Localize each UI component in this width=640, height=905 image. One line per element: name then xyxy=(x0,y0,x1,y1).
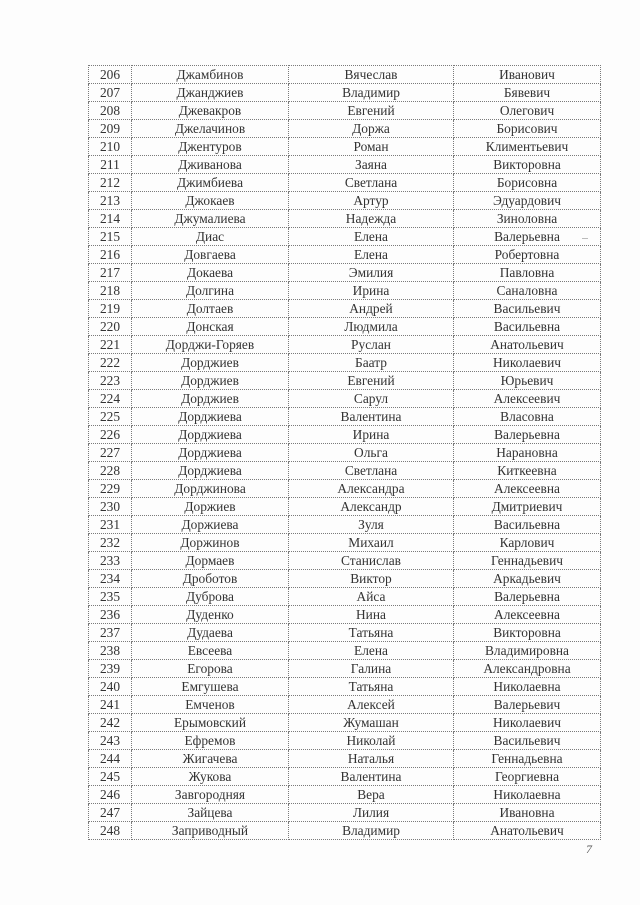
roster-table xyxy=(88,65,601,840)
cell-num: 216 xyxy=(89,246,132,264)
cell-num: 232 xyxy=(89,534,132,552)
cell-given: Татьяна xyxy=(289,678,454,696)
cell-patronymic: Геннадьевна xyxy=(454,750,601,768)
cell-surname: Дормаев xyxy=(132,552,289,570)
cell-patronymic: Валерьевич xyxy=(454,696,601,714)
table-row xyxy=(89,354,601,372)
cell-patronymic: Геннадьевич xyxy=(454,552,601,570)
cell-patronymic: Саналовна xyxy=(454,282,601,300)
cell-num: 224 xyxy=(89,390,132,408)
cell-patronymic: Дмитриевич xyxy=(454,498,601,516)
page-number: 7 xyxy=(586,842,592,856)
cell-surname: Долгина xyxy=(132,282,289,300)
cell-num: 235 xyxy=(89,588,132,606)
cell-given: Лилия xyxy=(289,804,454,822)
cell-patronymic: Алексеевна xyxy=(454,480,601,498)
table-row xyxy=(89,372,601,390)
cell-patronymic: Иванович xyxy=(454,66,601,84)
cell-num: 245 xyxy=(89,768,132,786)
table-row xyxy=(89,768,601,786)
cell-num: 226 xyxy=(89,426,132,444)
table-row xyxy=(89,408,601,426)
table-row xyxy=(89,804,601,822)
table-row xyxy=(89,84,601,102)
cell-given: Михаил xyxy=(289,534,454,552)
cell-num: 233 xyxy=(89,552,132,570)
table-row xyxy=(89,642,601,660)
scan-speck xyxy=(582,238,588,239)
cell-given: Евгений xyxy=(289,372,454,390)
cell-surname: Ефремов xyxy=(132,732,289,750)
cell-num: 238 xyxy=(89,642,132,660)
cell-given: Доржа xyxy=(289,120,454,138)
table-row xyxy=(89,714,601,732)
table-row xyxy=(89,246,601,264)
cell-surname: Донская xyxy=(132,318,289,336)
cell-patronymic: Робертовна xyxy=(454,246,601,264)
cell-patronymic: Киткеевна xyxy=(454,462,601,480)
cell-patronymic: Васильевич xyxy=(454,732,601,750)
cell-surname: Емченов xyxy=(132,696,289,714)
cell-patronymic: Николаевна xyxy=(454,786,601,804)
table-row xyxy=(89,732,601,750)
cell-num: 229 xyxy=(89,480,132,498)
cell-num: 215 xyxy=(89,228,132,246)
cell-patronymic: Александровна xyxy=(454,660,601,678)
cell-num: 243 xyxy=(89,732,132,750)
cell-surname: Дроботов xyxy=(132,570,289,588)
cell-num: 212 xyxy=(89,174,132,192)
cell-given: Айса xyxy=(289,588,454,606)
table-row xyxy=(89,138,601,156)
table-row xyxy=(89,156,601,174)
cell-given: Сарул xyxy=(289,390,454,408)
cell-given: Елена xyxy=(289,642,454,660)
cell-surname: Джамбинов xyxy=(132,66,289,84)
cell-patronymic: Алексеевна xyxy=(454,606,601,624)
cell-surname: Дорджинова xyxy=(132,480,289,498)
cell-patronymic: Валерьевна xyxy=(454,426,601,444)
cell-given: Баатр xyxy=(289,354,454,372)
cell-surname: Докаева xyxy=(132,264,289,282)
table-row xyxy=(89,444,601,462)
cell-surname: Дуденко xyxy=(132,606,289,624)
cell-surname: Заприводный xyxy=(132,822,289,840)
cell-surname: Дорджиева xyxy=(132,408,289,426)
table-row xyxy=(89,570,601,588)
cell-given: Вера xyxy=(289,786,454,804)
table-row xyxy=(89,120,601,138)
cell-num: 228 xyxy=(89,462,132,480)
cell-surname: Долтаев xyxy=(132,300,289,318)
cell-num: 214 xyxy=(89,210,132,228)
cell-surname: Егорова xyxy=(132,660,289,678)
cell-num: 241 xyxy=(89,696,132,714)
cell-patronymic: Анатольевич xyxy=(454,336,601,354)
cell-surname: Джевакров xyxy=(132,102,289,120)
cell-patronymic: Викторовна xyxy=(454,624,601,642)
table-row xyxy=(89,66,601,84)
table-row xyxy=(89,210,601,228)
cell-surname: Диас xyxy=(132,228,289,246)
cell-patronymic: Викторовна xyxy=(454,156,601,174)
cell-patronymic: Олегович xyxy=(454,102,601,120)
cell-surname: Дуброва xyxy=(132,588,289,606)
cell-num: 222 xyxy=(89,354,132,372)
cell-num: 208 xyxy=(89,102,132,120)
cell-patronymic: Валерьевна xyxy=(454,228,601,246)
cell-surname: Жукова xyxy=(132,768,289,786)
cell-surname: Доржиев xyxy=(132,498,289,516)
table-row xyxy=(89,660,601,678)
cell-given: Людмила xyxy=(289,318,454,336)
table-row xyxy=(89,534,601,552)
cell-patronymic: Павловна xyxy=(454,264,601,282)
cell-given: Светлана xyxy=(289,174,454,192)
table-row xyxy=(89,498,601,516)
cell-num: 211 xyxy=(89,156,132,174)
cell-patronymic: Аркадьевич xyxy=(454,570,601,588)
cell-surname: Завгородняя xyxy=(132,786,289,804)
cell-patronymic: Васильевна xyxy=(454,318,601,336)
roster-table-body xyxy=(89,66,601,840)
cell-given: Вячеслав xyxy=(289,66,454,84)
table-row xyxy=(89,390,601,408)
cell-num: 227 xyxy=(89,444,132,462)
cell-surname: Зайцева xyxy=(132,804,289,822)
cell-patronymic: Валерьевна xyxy=(454,588,601,606)
cell-surname: Дорджиев xyxy=(132,390,289,408)
cell-given: Татьяна xyxy=(289,624,454,642)
cell-num: 237 xyxy=(89,624,132,642)
cell-patronymic: Борисович xyxy=(454,120,601,138)
cell-given: Зуля xyxy=(289,516,454,534)
cell-patronymic: Васильевна xyxy=(454,516,601,534)
cell-surname: Емгушева xyxy=(132,678,289,696)
cell-given: Ирина xyxy=(289,282,454,300)
cell-surname: Дорджи-Горяев xyxy=(132,336,289,354)
cell-patronymic: Бявевич xyxy=(454,84,601,102)
table-row xyxy=(89,462,601,480)
cell-surname: Дорджиев xyxy=(132,372,289,390)
cell-num: 239 xyxy=(89,660,132,678)
cell-patronymic: Карлович xyxy=(454,534,601,552)
cell-given: Виктор xyxy=(289,570,454,588)
cell-given: Руслан xyxy=(289,336,454,354)
cell-given: Заяна xyxy=(289,156,454,174)
cell-given: Владимир xyxy=(289,822,454,840)
cell-patronymic: Николаевна xyxy=(454,678,601,696)
cell-surname: Дорджиева xyxy=(132,462,289,480)
cell-surname: Дорджиева xyxy=(132,444,289,462)
cell-num: 247 xyxy=(89,804,132,822)
cell-given: Галина xyxy=(289,660,454,678)
cell-surname: Ерымовский xyxy=(132,714,289,732)
cell-num: 242 xyxy=(89,714,132,732)
table-row xyxy=(89,822,601,840)
cell-surname: Джанджиев xyxy=(132,84,289,102)
table-row xyxy=(89,552,601,570)
cell-num: 236 xyxy=(89,606,132,624)
cell-patronymic: Эдуардович xyxy=(454,192,601,210)
table-row xyxy=(89,300,601,318)
cell-patronymic: Владимировна xyxy=(454,642,601,660)
table-row xyxy=(89,228,601,246)
cell-surname: Джелачинов xyxy=(132,120,289,138)
cell-given: Валентина xyxy=(289,408,454,426)
cell-given: Александр xyxy=(289,498,454,516)
cell-patronymic: Власовна xyxy=(454,408,601,426)
cell-surname: Джентуров xyxy=(132,138,289,156)
cell-given: Алексей xyxy=(289,696,454,714)
cell-surname: Джумалиева xyxy=(132,210,289,228)
cell-given: Светлана xyxy=(289,462,454,480)
cell-patronymic: Борисовна xyxy=(454,174,601,192)
cell-num: 213 xyxy=(89,192,132,210)
cell-num: 230 xyxy=(89,498,132,516)
cell-num: 234 xyxy=(89,570,132,588)
table-row xyxy=(89,102,601,120)
cell-num: 207 xyxy=(89,84,132,102)
table-row xyxy=(89,696,601,714)
cell-given: Николай xyxy=(289,732,454,750)
cell-given: Ольга xyxy=(289,444,454,462)
cell-num: 218 xyxy=(89,282,132,300)
cell-num: 221 xyxy=(89,336,132,354)
cell-given: Александра xyxy=(289,480,454,498)
cell-patronymic: Нарановна xyxy=(454,444,601,462)
cell-patronymic: Климентьевич xyxy=(454,138,601,156)
cell-patronymic: Ивановна xyxy=(454,804,601,822)
cell-surname: Дорджиев xyxy=(132,354,289,372)
cell-given: Елена xyxy=(289,228,454,246)
cell-surname: Джимбиева xyxy=(132,174,289,192)
cell-given: Эмилия xyxy=(289,264,454,282)
cell-patronymic: Васильевич xyxy=(454,300,601,318)
cell-surname: Доржиева xyxy=(132,516,289,534)
cell-patronymic: Николаевич xyxy=(454,354,601,372)
table-row xyxy=(89,588,601,606)
cell-patronymic: Юрьевич xyxy=(454,372,601,390)
table-row xyxy=(89,786,601,804)
table-row xyxy=(89,624,601,642)
cell-surname: Доржинов xyxy=(132,534,289,552)
cell-given: Владимир xyxy=(289,84,454,102)
table-row xyxy=(89,480,601,498)
table-row xyxy=(89,426,601,444)
cell-given: Артур xyxy=(289,192,454,210)
table-row xyxy=(89,264,601,282)
table-row xyxy=(89,516,601,534)
cell-num: 240 xyxy=(89,678,132,696)
cell-surname: Довгаева xyxy=(132,246,289,264)
cell-surname: Евсеева xyxy=(132,642,289,660)
cell-given: Евгений xyxy=(289,102,454,120)
cell-given: Роман xyxy=(289,138,454,156)
cell-num: 217 xyxy=(89,264,132,282)
table-row xyxy=(89,318,601,336)
cell-given: Валентина xyxy=(289,768,454,786)
cell-surname: Жигачева xyxy=(132,750,289,768)
table-row xyxy=(89,192,601,210)
cell-given: Андрей xyxy=(289,300,454,318)
cell-given: Надежда xyxy=(289,210,454,228)
cell-given: Ирина xyxy=(289,426,454,444)
cell-num: 231 xyxy=(89,516,132,534)
table-row xyxy=(89,282,601,300)
table-row xyxy=(89,174,601,192)
cell-surname: Дживанова xyxy=(132,156,289,174)
cell-surname: Дорджиева xyxy=(132,426,289,444)
cell-given: Станислав xyxy=(289,552,454,570)
cell-patronymic: Зиноловна xyxy=(454,210,601,228)
cell-given: Жумашан xyxy=(289,714,454,732)
cell-patronymic: Николаевич xyxy=(454,714,601,732)
cell-patronymic: Георгиевна xyxy=(454,768,601,786)
cell-num: 210 xyxy=(89,138,132,156)
cell-patronymic: Алексеевич xyxy=(454,390,601,408)
cell-num: 220 xyxy=(89,318,132,336)
table-row xyxy=(89,606,601,624)
cell-num: 246 xyxy=(89,786,132,804)
table-row xyxy=(89,750,601,768)
cell-num: 219 xyxy=(89,300,132,318)
cell-given: Наталья xyxy=(289,750,454,768)
cell-patronymic: Анатольевич xyxy=(454,822,601,840)
cell-given: Нина xyxy=(289,606,454,624)
cell-surname: Джокаев xyxy=(132,192,289,210)
cell-num: 244 xyxy=(89,750,132,768)
cell-num: 223 xyxy=(89,372,132,390)
cell-num: 209 xyxy=(89,120,132,138)
cell-num: 206 xyxy=(89,66,132,84)
cell-num: 225 xyxy=(89,408,132,426)
cell-surname: Дудаева xyxy=(132,624,289,642)
table-row xyxy=(89,678,601,696)
cell-given: Елена xyxy=(289,246,454,264)
cell-num: 248 xyxy=(89,822,132,840)
table-row xyxy=(89,336,601,354)
